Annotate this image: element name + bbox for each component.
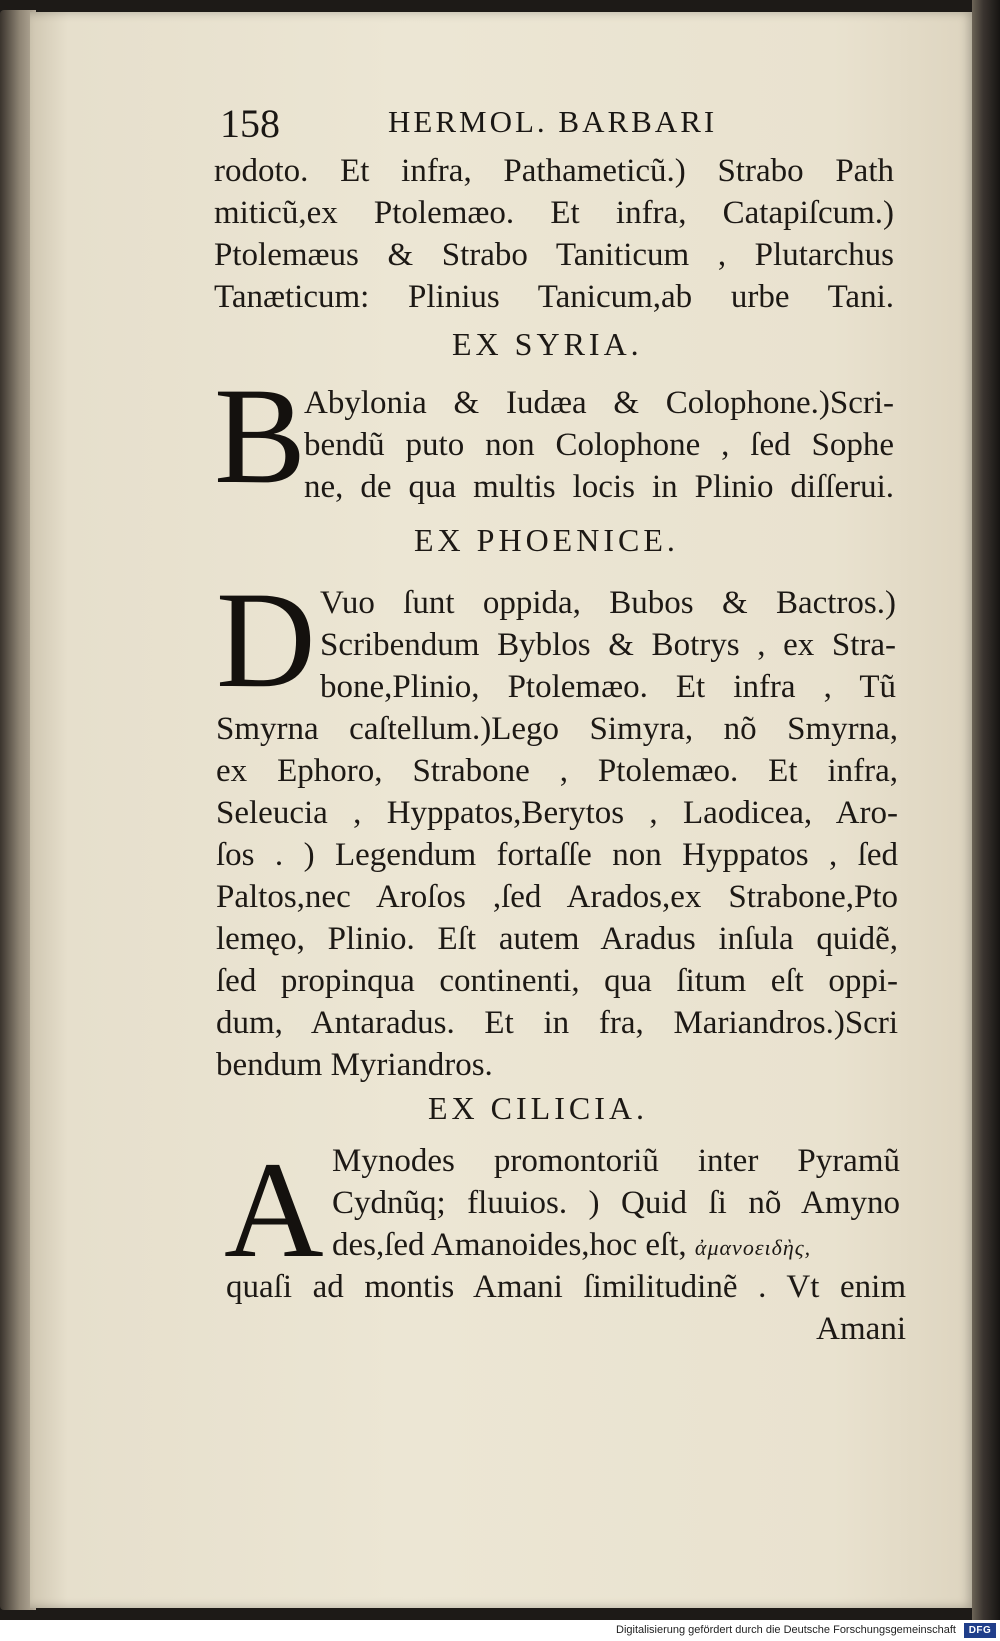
text-line: rodoto. Et infra, Pathameticũ.) Strabo Path xyxy=(214,153,894,189)
text-block-phoenice xyxy=(216,708,898,1086)
text-line: Cydnũq; fluuios. ) Quid ſi nõ Amyno xyxy=(332,1185,900,1221)
text-line: Mynodes promontoriũ inter Pyramũ xyxy=(332,1143,900,1179)
catchword: Amani xyxy=(816,1311,906,1347)
drop-cap-b: B xyxy=(214,359,307,512)
drop-cap-d: D xyxy=(216,563,316,716)
text-line: ſed propinqua continenti, qua ſitum eſt oppi- xyxy=(216,963,898,999)
text-fragment: des,ſed Amanoides,hoc eſt, xyxy=(332,1227,687,1263)
text-line: bendũ puto non Colophone , ſed Sophe xyxy=(304,427,894,463)
section-heading-phoenice: EX PHOENICE. xyxy=(414,522,679,558)
text-line: quaſi ad montis Amani ſimilitudinẽ . Vt enim xyxy=(226,1269,906,1305)
text-block-cilicia xyxy=(226,1266,906,1350)
digitization-credit: Digitalisierung gefördert durch die Deutsche Forschungsgemeinschaft xyxy=(616,1624,956,1636)
greek-word: ἀμανοειδὴς, xyxy=(694,1235,812,1260)
drop-cap-a: A xyxy=(224,1133,324,1286)
text-line: ſos . ) Legendum fortaſſe non Hyppatos , ſed xyxy=(216,837,898,873)
text-line: Seleucia , Hyppatos,Berytos , Laodicea, Aro- xyxy=(216,795,898,831)
text-line: Vuo ſunt oppida, Bubos & Bactros.) xyxy=(320,585,896,621)
text-line: bone,Plinio, Ptolemæo. Et infra , Tũ xyxy=(320,669,896,705)
text-line: Abylonia & Iudæa & Colophone.)Scri- xyxy=(304,385,894,421)
text-line xyxy=(332,1224,900,1266)
page-number: 158 xyxy=(220,101,280,146)
text-block-cilicia-indented xyxy=(332,1140,900,1266)
running-head: HERMOL. BARBARI xyxy=(388,104,718,139)
text-block-syria xyxy=(304,382,894,508)
section-heading-syria: EX SYRIA. xyxy=(452,326,643,362)
text-block-continuation xyxy=(214,150,894,318)
text-line: Paltos,nec Aroſos ,ſed Arados,ex Strabone,Pto xyxy=(216,879,898,915)
text-line: Ptolemæus & Strabo Taniticum , Plutarchus xyxy=(214,237,894,273)
page-fore-edge xyxy=(972,0,1000,1620)
text-line: lemęo, Plinio. Eſt autem Aradus inſula quidẽ, xyxy=(216,921,898,957)
page-header xyxy=(220,100,820,150)
dfg-logo: DFG xyxy=(964,1623,996,1638)
text-line: dum, Antaradus. Et in fra, Mariandros.)Scri xyxy=(216,1005,898,1041)
text-line: Smyrna caſtellum.)Lego Simyra, nõ Smyrna, xyxy=(216,711,898,747)
text-block-phoenice-indented xyxy=(320,582,896,708)
text-line: ne, de qua multis locis in Plinio diſſerui. xyxy=(304,469,894,505)
text-line: miticũ,ex Ptolemæo. Et infra, Catapiſcum.) xyxy=(214,195,894,231)
text-line: ex Ephoro, Strabone , Ptolemæo. Et infra, xyxy=(216,753,898,789)
text-line: Tanæticum: Plinius Tanicum,ab urbe Tani. xyxy=(214,279,894,315)
text-line: bendum Myriandros. xyxy=(216,1047,493,1083)
text-line: Scribendum Byblos & Botrys , ex Stra- xyxy=(320,627,896,663)
section-heading-cilicia: EX CILICIA. xyxy=(428,1090,648,1126)
